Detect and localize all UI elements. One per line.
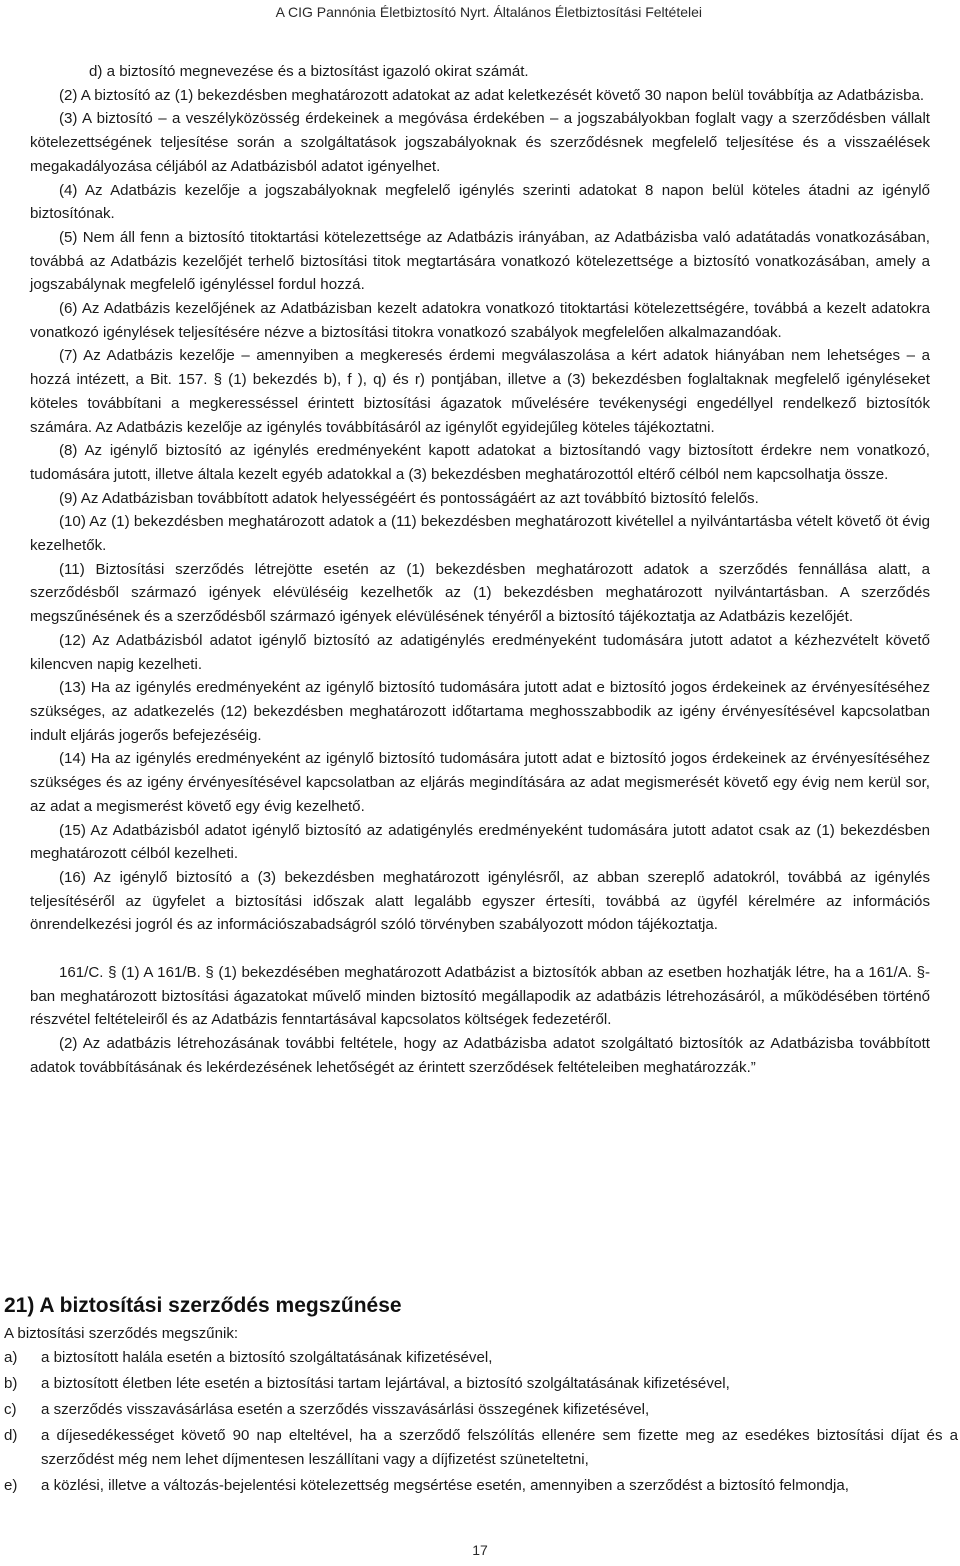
paragraph-161c-2: (2) Az adatbázis létrehozásának további feltétele, hogy az Adatbázisba adatot szolgáltató biztosítók az Adatbázisba továbbított adatok továbbításának és lekérdezésének lehetőségét az érintett szerződések feltételeiben meghatározzák.” (30, 1035, 930, 1076)
list-item (4, 1398, 958, 1422)
list-marker: e) (4, 1477, 18, 1495)
paragraph-3: (3) A biztosító – a veszélyközösség érdekeinek a megóvása érdekében – a jogszabályokban foglalt vagy a szerződésben vállalt kötelezettségének teljesítése során a szolgáltatások jogszabályoknak és szerződésnek megfelelő teljesítése és a visszaélések megakadályozása céljából az Adatbázisból adatot igényelhet. (30, 110, 930, 175)
paragraph-9: (9) Az Adatbázisban továbbított adatok helyességéért és pontosságáért az azt továbbító biztosító felelős. (59, 489, 759, 507)
paragraph-161c-1: 161/C. § (1) A 161/B. § (1) bekezdésében meghatározott Adatbázist a biztosítók abban az esetben hozhatják létre, ha a 161/A. §-ban meghatározott biztosítási ágazatokat művelő minden biztosító megállapodik az adatbázis létrehozásáról, a működésében történő részvétel feltételeiről és az Adatbázis fenntartásával kapcsolatos költségek fedezetéről. (30, 964, 930, 1029)
list-item (4, 1372, 958, 1396)
paragraph-8: (8) Az igénylő biztosító az igénylés eredményeként kapott adatokat a biztosítandó vagy biztosított érdekre nem vonatkozó, tudomására jutott, illetve általa kezelt egyéb adatokkal a (3) bekezdésben meghatározottól eltérő célból nem kapcsolhatja össze. (30, 442, 930, 483)
document-body (30, 60, 930, 1080)
list-text: a díjesedékességet követő 90 nap elteltével, ha a szerződő felszólítás ellenére sem fizette meg az esedékes biztosítási díjat és a szerződést még nem lehet díjmentesen leszállítani vagy a díjfizetést szüneteltetni, (41, 1427, 958, 1469)
paragraph-2: (2) A biztosító az (1) bekezdésben meghatározott adatokat az adat keletkezését követő 30 napon belül továbbítja az Adatbázisba. (59, 86, 925, 104)
paragraph-item-d: d) a biztosító megnevezése és a biztosítást igazoló okirat számát. (89, 63, 529, 80)
paragraph-13: (13) Ha az igénylés eredményeként az igénylő biztosító tudomására jutott adat e biztosító jogos érdekeinek az érvényesítéséhez szükséges, az adatkezelés (12) bekezdésben meghatározott időtartama meghosszabbodik az igény érvényesítésével kapcsolatban indult eljárás jogerős befejezéséig. (30, 679, 930, 744)
list-text: a szerződés visszavásárlása esetén a szerződés visszavásárlási összegének kifizetésével, (41, 1401, 650, 1419)
list-marker: c) (4, 1401, 17, 1419)
paragraph-11: (11) Biztosítási szerződés létrejötte esetén az (1) bekezdésben meghatározott adatok a szerződés fennállása alatt, a szerződésből származó igények elévüléséig kezelhetők az (1) bekezdésben meghatározott nyilvántartásban. A szerződés megszűnésének és a szerződésből származó igények elévülésének tényéről a biztosító tájékoztatja az Adatbázis kezelőjét. (30, 560, 930, 626)
paragraph-4: (4) Az Adatbázis kezelője a jogszabályoknak megfelelő igénylés szerinti adatokat 8 napon belül köteles átadni az igénylő biztosítónak. (30, 181, 930, 223)
section-intro: A biztosítási szerződés megszűnik: (4, 1325, 239, 1342)
paragraph-16: (16) Az igénylő biztosító a (3) bekezdésben meghatározott igénylésről, az abban szereplő adatokról, továbbá az igénylés teljesítéséről az ügyfelet a biztosítási időszak alatt legalább egyszer értesíti, továbbá az ügyfél kérelmére az információs önrendelkezési jogról és az információszabadságról szóló törvényben szabályozott módon tájékoztatja. (30, 868, 930, 934)
paragraph-10: (10) Az (1) bekezdésben meghatározott adatok a (11) bekezdésben meghatározott kivétellel a nyilvántartásba vételt követő öt évig kezelhetők. (30, 513, 930, 555)
list-item (4, 1346, 958, 1370)
page-number: 17 (472, 1542, 488, 1558)
list-marker: d) (4, 1427, 18, 1445)
section-body (4, 1322, 958, 1498)
paragraph-6: (6) Az Adatbázis kezelőjének az Adatbázisban kezelt adatokra vonatkozó titoktartási kötelezettségére, továbbá a kezelt adatokra vonatkozó igénylések teljesítésére nézve a biztosítási titokra vonatkozó szabályok megfelelően alkalmazandóak. (30, 300, 930, 341)
list-item (4, 1424, 958, 1471)
list-marker: b) (4, 1374, 18, 1392)
list-item (4, 1474, 958, 1498)
list-text: a biztosított életben léte esetén a biztosítási tartam lejártával, a biztosító szolgáltatásának kifizetésével, (41, 1374, 730, 1392)
list-text: a közlési, illetve a változás-bejelentési kötelezettség megsértése esetén, amennyiben a szerződést a biztosító felmondja, (41, 1477, 849, 1495)
paragraph-14: (14) Ha az igénylés eredményeként az igénylő biztosító tudomására jutott adat e biztosító jogos érdekeinek az érvényesítéséhez szükséges és az igény érvényesítésével kapcsolatban az eljárás megindítására az adat megismerését követő egy évig nem kerül sor, az adat a megismerést követő egy évig kezelhető. (30, 750, 930, 815)
paragraph-15: (15) Az Adatbázisból adatot igénylő biztosító az adatigénylés eredményeként tudomására jutott adatot csak az (1) bekezdésben meghatározott célból kezelheti. (30, 821, 930, 863)
paragraph-5: (5) Nem áll fenn a biztosító titoktartási kötelezettsége az Adatbázis irányában, az Adatbázisba való adatátadás vonatkozásában, továbbá az Adatbázis kezelőjét terhelő biztosítási titok megtartására vonatkozó kötelezettsége a biztosító vonatkozásában, amely a jogszabálynak megfelelő igényléssel fordul hozzá. (30, 228, 930, 294)
list-marker: a) (4, 1348, 18, 1366)
paragraph-7: (7) Az Adatbázis kezelője – amennyiben a megkeresés érdemi megválaszolása a kért adatok hiányában nem lehetséges – a hozzá intézett, a Bit. 157. § (1) bekezdés b), f ), q) és r) pontjában, illetve a (3) bekezdésben foglaltaknak megfelelő igényléseket köteles továbbítani a megkeresséssel érintett biztosítási ágazatok művelésére tevékenységi engedéllyel rendelkező biztosítók számára. Az Adatbázis kezelője az igénylés továbbításáról az igénylőt egyidejűleg köteles tájékoztatni. (30, 347, 930, 436)
running-header: A CIG Pannónia Életbiztosító Nyrt. Általános Életbiztosítási Feltételei (275, 4, 702, 20)
list-text: a biztosított halála esetén a biztosító szolgáltatásának kifizetésével, (41, 1348, 493, 1366)
paragraph-12: (12) Az Adatbázisból adatot igénylő biztosító az adatigénylés eredményeként tudomására jutott adatot a kézhezvételt követő kilencven napig kezelheti. (30, 631, 930, 673)
section-title: 21) A biztosítási szerződés megszűnése (4, 1294, 402, 1317)
